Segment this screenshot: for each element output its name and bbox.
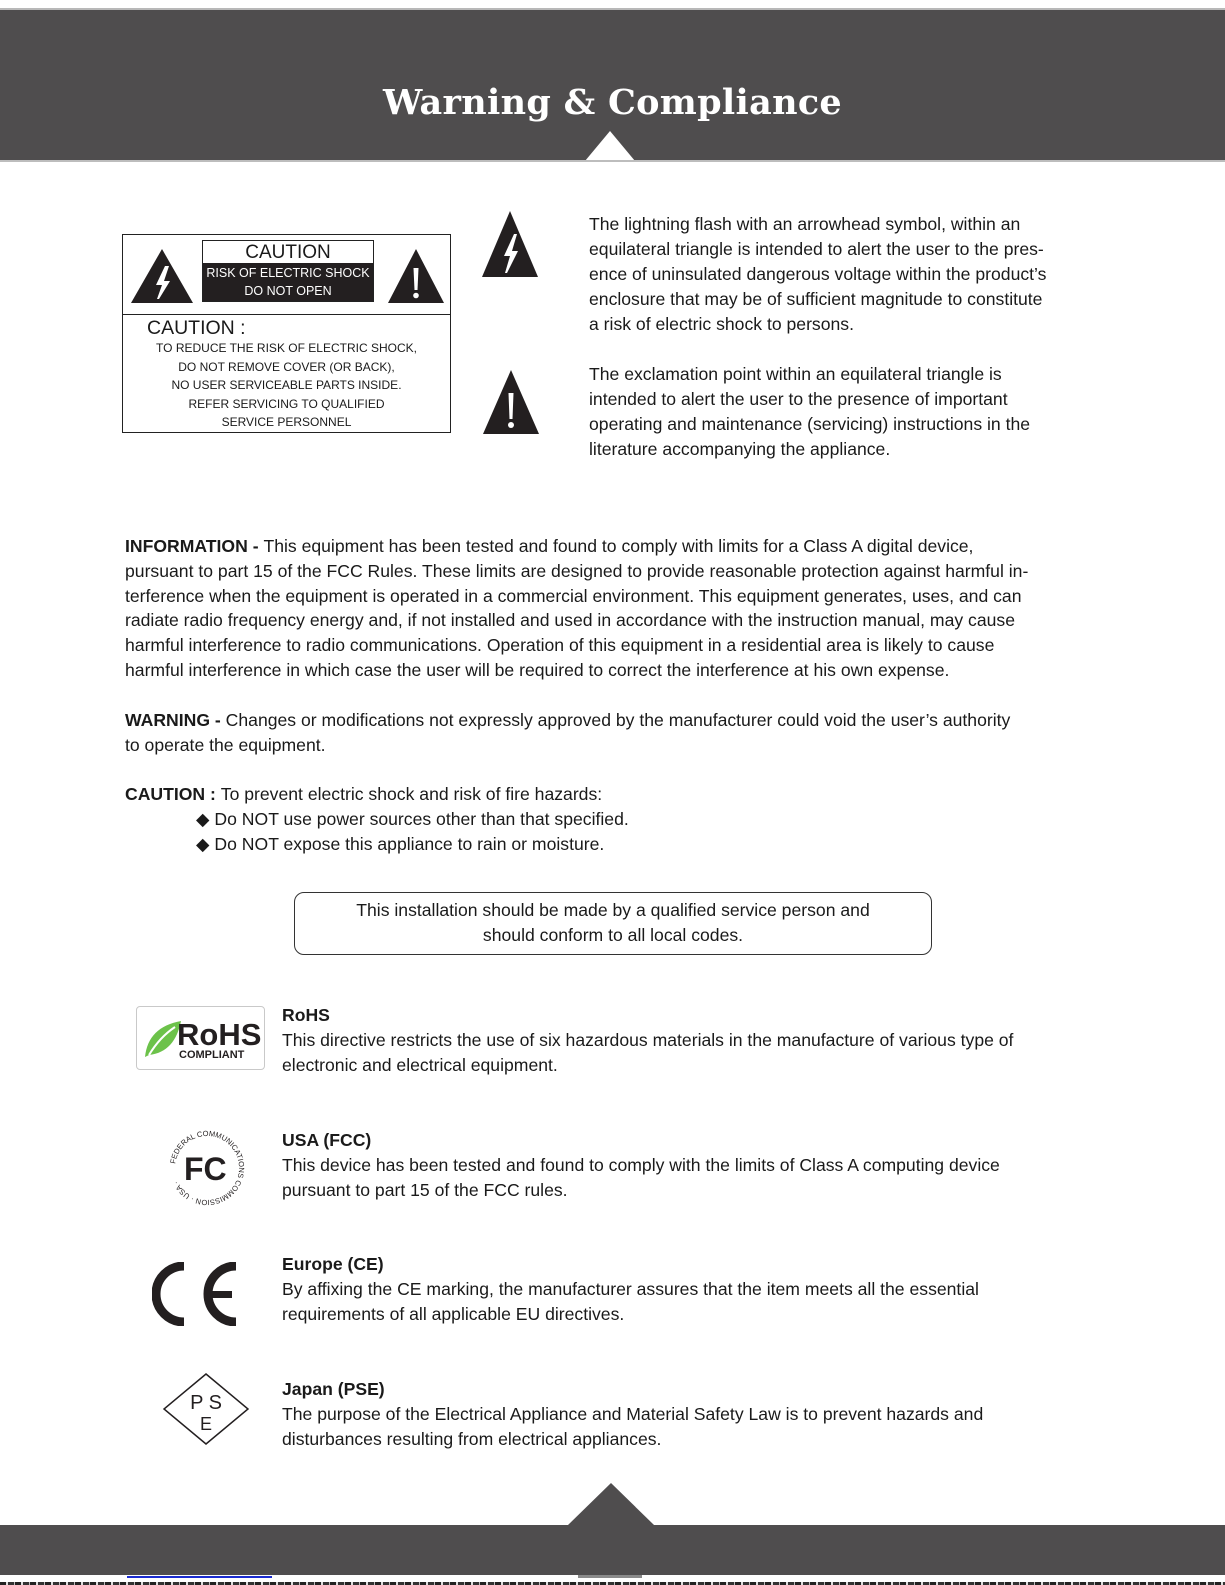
fcc-ring-text: FEDERAL COMMUNICATIONS COMMISSION · USA ·	[168, 1128, 246, 1208]
text-line: This directive restricts the use of six hazardous materials in the manufacture of various type of	[282, 1030, 1014, 1050]
page-footer	[0, 1525, 1225, 1575]
warning-label: WARNING -	[125, 710, 226, 730]
footer-notch	[568, 1483, 654, 1525]
cert-title: Europe (CE)	[282, 1254, 384, 1274]
text-line: Changes or modifications not expressly approved by the manufacturer could void the user’s authority	[225, 710, 1011, 730]
pse-bottom-letter: E	[199, 1414, 213, 1434]
text-line: a risk of electric shock to persons.	[589, 314, 854, 334]
fcc-letters: FC	[184, 1151, 227, 1187]
text-line: intended to alert the user to the presence of important	[589, 389, 1008, 409]
footer-tab	[578, 1575, 642, 1578]
text-line: requirements of all applicable EU directives.	[282, 1304, 625, 1324]
rohs-logo-text: RoHS	[177, 1017, 262, 1052]
cert-rohs	[282, 1003, 1112, 1078]
text-line: equilateral triangle is intended to alert the user to the pres-	[589, 239, 1044, 259]
exclamation-warning-triangle-icon	[482, 369, 540, 435]
rohs-leaf-icon	[137, 1007, 264, 1069]
text-line: disturbances resulting from electrical appliances.	[282, 1429, 662, 1449]
text-line: literature accompanying the appliance.	[589, 439, 891, 459]
text-line: The purpose of the Electrical Appliance and Material Safety Law is to prevent hazards and	[282, 1404, 984, 1424]
text-line: This installation should be made by a qualified service person and	[356, 900, 870, 920]
caution-instructions	[123, 339, 450, 432]
bullet-text: Do NOT use power sources other than that specified.	[214, 809, 629, 829]
fcc-logo	[168, 1128, 246, 1208]
text-line: harmful interference in which case the user will be required to correct the interference at his own expense.	[125, 659, 950, 680]
lightning-warning-triangle-icon	[130, 248, 194, 304]
cert-fcc	[282, 1128, 1112, 1203]
text-line: pursuant to part 15 of the FCC Rules. These limits are designed to provide reasonable protection against harmful in-	[125, 560, 1029, 581]
text-line: This equipment has been tested and found to comply with limits for a Class A digital device,	[263, 536, 974, 556]
caution-paragraph	[125, 782, 1125, 807]
caution-line: NO USER SERVICEABLE PARTS INSIDE.	[171, 378, 402, 393]
information-paragraph	[125, 534, 1125, 683]
text-line: ence of uninsulated dangerous voltage within the product’s	[589, 264, 1047, 284]
list-item	[196, 832, 629, 857]
risk-line: RISK OF ELECTRIC SHOCK	[206, 266, 370, 280]
installation-note	[294, 892, 932, 955]
text-line: operating and maintenance (servicing) instructions in the	[589, 414, 1031, 434]
text-line: The exclamation point within an equilateral triangle is	[589, 364, 1002, 384]
text-line: harmful interference to radio communications. Operation of this equipment in a residential area is likely to cause	[125, 635, 995, 656]
text-line: To prevent electric shock and risk of fire hazards:	[220, 784, 603, 804]
rohs-logo-subtext: COMPLIANT	[179, 1049, 245, 1061]
text-line: to operate the equipment.	[125, 734, 326, 755]
pse-top-letters: P S	[190, 1392, 222, 1414]
do-not-open-line: DO NOT OPEN	[244, 284, 332, 298]
header-divider	[0, 160, 1225, 162]
ce-mark-logo	[152, 1262, 242, 1326]
text-line: By affixing the CE marking, the manufacturer assures that the item meets all the essential	[282, 1279, 979, 1299]
caution-word: CAUTION	[245, 242, 331, 263]
text-line: electronic and electrical equipment.	[282, 1055, 558, 1075]
information-label: INFORMATION -	[125, 536, 264, 556]
caution-label-top	[123, 235, 450, 315]
caution-line: REFER SERVICING TO QUALIFIED	[188, 396, 385, 411]
caution-line: SERVICE PERSONNEL	[221, 415, 352, 430]
bullet-text: Do NOT expose this appliance to rain or moisture.	[214, 833, 605, 854]
caution-bullet-list	[196, 807, 629, 857]
caution-label	[122, 234, 451, 433]
exclamation-symbol-description	[589, 362, 1109, 462]
text-line: should conform to all local codes.	[482, 924, 744, 945]
diamond-bullet-icon: ◆	[196, 809, 210, 829]
text-line: The lightning flash with an arrowhead symbol, within an	[589, 214, 1021, 234]
list-item	[196, 807, 629, 832]
cert-title: RoHS	[282, 1005, 330, 1025]
text-line: radiate radio frequency energy and, if not installed and used in accordance with the instruction manual, may cause	[125, 610, 1015, 631]
text-line: terference when the equipment is operated in a commercial environment. This equipment generates, uses, and can	[125, 585, 1022, 606]
text-line: pursuant to part 15 of the FCC rules.	[282, 1180, 568, 1200]
warning-paragraph	[125, 708, 1125, 758]
cert-title: Japan (PSE)	[282, 1379, 385, 1399]
caution-line: DO NOT REMOVE COVER (OR BACK),	[178, 359, 395, 374]
caution-label-text: CAUTION :	[125, 784, 221, 804]
pse-mark-logo	[163, 1373, 249, 1445]
footer-link-underline	[127, 1576, 272, 1578]
cert-pse	[282, 1377, 1112, 1452]
cert-title: USA (FCC)	[282, 1130, 372, 1150]
lightning-warning-triangle-icon	[481, 210, 539, 278]
rohs-compliant-logo	[136, 1006, 265, 1070]
lightning-symbol-description	[589, 212, 1109, 337]
header-notch	[585, 131, 635, 161]
diamond-bullet-icon: ◆	[196, 833, 210, 854]
text-line: enclosure that may be of sufficient magnitude to constitute	[589, 289, 1043, 309]
risk-of-shock-banner	[203, 263, 373, 301]
cert-ce	[282, 1252, 1112, 1327]
caution-heading: CAUTION :	[147, 317, 246, 339]
text-line: This device has been tested and found to comply with the limits of Class A computing device	[282, 1155, 1000, 1175]
caution-label-header	[202, 240, 374, 302]
caution-line: TO REDUCE THE RISK OF ELECTRIC SHOCK,	[156, 341, 417, 355]
page-title: Warning & Compliance	[382, 82, 843, 123]
exclamation-warning-triangle-icon	[387, 248, 445, 304]
